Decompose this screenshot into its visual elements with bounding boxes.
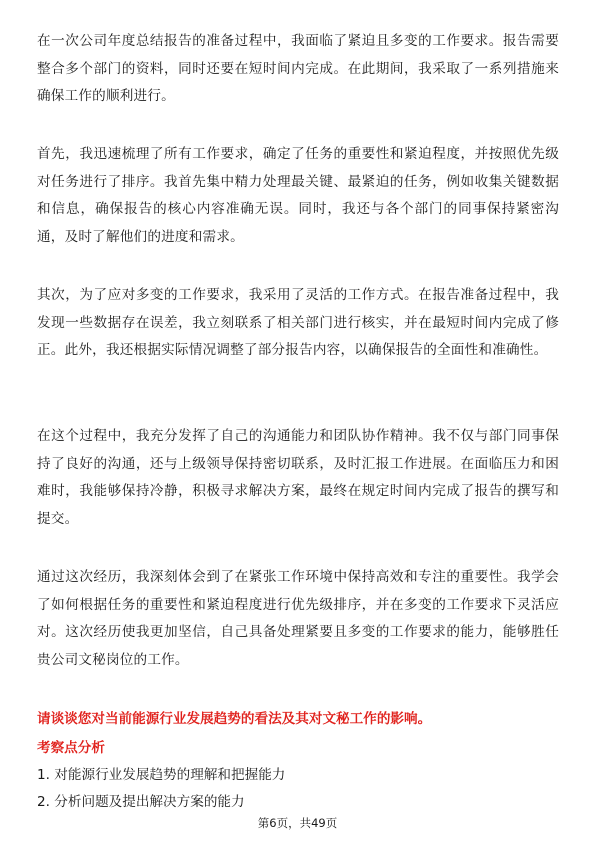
page-number: 第6页，共49页 bbox=[257, 816, 338, 830]
section-heading: 考察点分析 bbox=[37, 740, 105, 756]
body-paragraph-5: 通过这次经历，我深刻体会到了在紧张工作环境中保持高效和专注的重要性。我学会了如何根据任务的重要性和紧迫程度进行优先级排序，并在多变的工作要求下灵活应对。这次经历使我更加坚信，自己具备处理紧要且多变的工作要求的能力，能够胜任贵公司文秘岗位的工作。 bbox=[37, 569, 559, 668]
list-item: 1. 对能源行业发展趋势的理解和把握能力 bbox=[37, 767, 286, 783]
interview-question: 请谈谈您对当前能源行业发展趋势的看法及其对文秘工作的影响。 bbox=[37, 711, 432, 727]
list-item: 2. 分析问题及提出解决方案的能力 bbox=[37, 794, 245, 810]
body-paragraph-2: 首先，我迅速梳理了所有工作要求，确定了任务的重要性和紧迫程度，并按照优先级对任务进行了排序。我首先集中精力处理最关键、最紧迫的任务，例如收集关键数据和信息，确保报告的核心内容准确无误。同时，我还与各个部门的同事保持紧密沟通，及时了解他们的进度和需求。 bbox=[37, 146, 559, 245]
body-paragraph-1: 在一次公司年度总结报告的准备过程中，我面临了紧迫且多变的工作要求。报告需要整合多个部门的资料，同时还要在短时间内完成。在此期间，我采取了一系列措施来确保工作的顺利进行。 bbox=[37, 33, 559, 104]
body-paragraph-4: 在这个过程中，我充分发挥了自己的沟通能力和团队协作精神。我不仅与部门同事保持了良好的沟通，还与上级领导保持密切联系，及时汇报工作进展。在面临压力和困难时，我能够保持冷静，积极寻求解决方案，最终在规定时间内完成了报告的撰写和提交。 bbox=[37, 428, 559, 527]
body-paragraph-3: 其次，为了应对多变的工作要求，我采用了灵活的工作方式。在报告准备过程中，我发现一些数据存在误差，我立刻联系了相关部门进行核实，并在最短时间内完成了修正。此外，我还根据实际情况调整了部分报告内容，以确保报告的全面性和准确性。 bbox=[37, 287, 559, 358]
